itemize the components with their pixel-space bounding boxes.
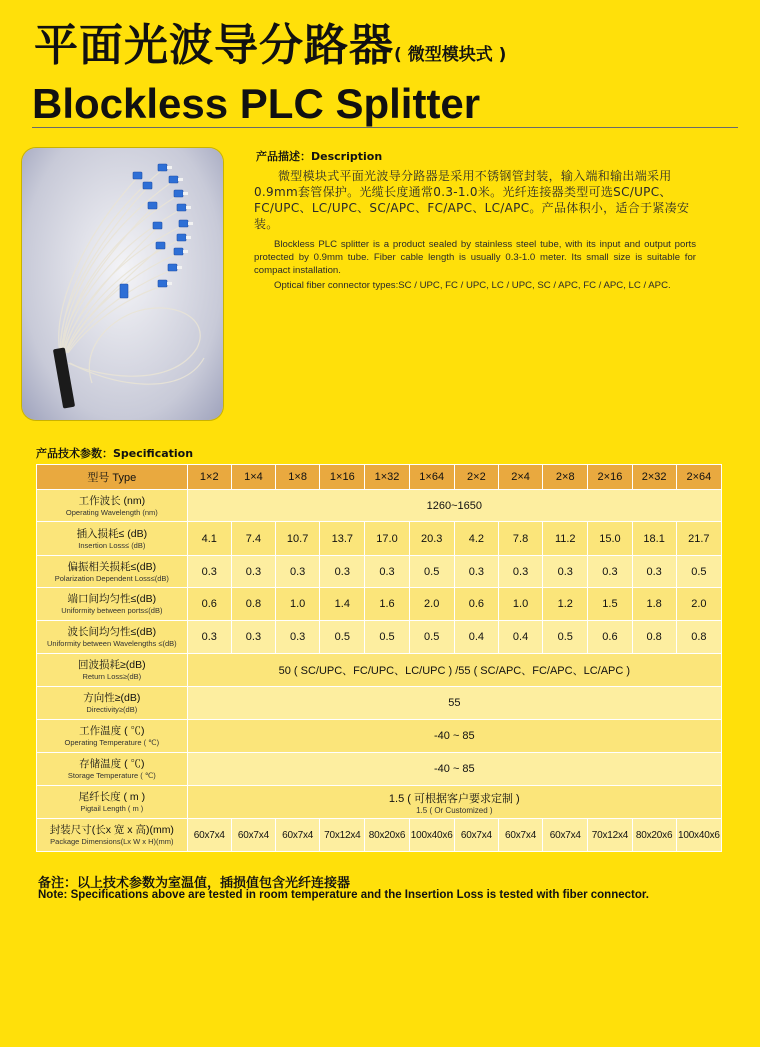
table-cell: 0.3 xyxy=(231,556,275,588)
model-header: 1×8 xyxy=(276,465,320,490)
table-cell: 60x7x4 xyxy=(231,819,275,852)
row-label xyxy=(37,588,188,621)
label-cn: 工作温度 ( ℃) xyxy=(79,725,145,737)
row-return-loss xyxy=(37,654,722,687)
description-en: Blockless PLC splitter is a product sealed by stainless steel tube, with its input and output ports protected by 0.9mm tube. Fiber cable length is usually 0.3-1.0 meter. Its small size is suitable for compact installation. xyxy=(254,239,696,276)
product-photo xyxy=(22,148,223,420)
model-header: 2×8 xyxy=(543,465,588,490)
table-cell: 0.3 xyxy=(543,556,588,588)
table-cell: 60x7x4 xyxy=(543,819,588,852)
description-connector-types: Optical fiber connector types:SC / UPC, FC / UPC, LC / UPC, SC / APC, FC / APC, LC / APC. xyxy=(274,280,671,291)
label-en: Directivity≥(dB) xyxy=(86,705,138,714)
table-cell: 100x40x6 xyxy=(676,819,721,852)
model-header: 1×16 xyxy=(320,465,365,490)
row-label xyxy=(37,786,188,819)
row-label xyxy=(37,753,188,786)
label-en: Polarization Dependent Loss≤(dB) xyxy=(54,573,169,583)
model-header: 2×32 xyxy=(632,465,676,490)
model-header: 1×2 xyxy=(187,465,231,490)
table-cell: 100x40x6 xyxy=(409,819,454,852)
model-header: 1×4 xyxy=(231,465,275,490)
description-heading: 产品描述：Description xyxy=(256,150,383,163)
pigtail-value-cn: 1.5 ( 可根据客户要求定制 ) xyxy=(388,792,520,805)
title-cn-main: 平面光波导分路器 xyxy=(34,20,394,71)
label-en: Uniformity between ports≤(dB) xyxy=(61,606,163,615)
table-cell: 1.5 xyxy=(588,588,632,621)
steel-tube-body xyxy=(53,347,75,408)
label-cn: 工作波长 (nm) xyxy=(78,494,146,507)
label-en: Storage Temperature ( ℃) xyxy=(67,771,156,780)
table-cell: 60x7x4 xyxy=(276,819,320,852)
table-cell: 60x7x4 xyxy=(187,819,231,852)
directivity-value: 55 xyxy=(187,687,721,720)
table-cell: 0.8 xyxy=(231,588,275,621)
model-header: 1×32 xyxy=(365,465,409,490)
label-cn: 封装尺寸(长x 宽 x 高)(mm) xyxy=(49,824,174,836)
operating-temperature-value: -40 ~ 85 xyxy=(187,720,721,753)
table-cell: 0.3 xyxy=(276,621,320,654)
table-cell: 7.8 xyxy=(498,522,542,556)
table-cell: 21.7 xyxy=(676,522,721,556)
table-cell: 0.3 xyxy=(187,556,231,588)
model-header: 2×64 xyxy=(676,465,721,490)
table-cell: 0.3 xyxy=(231,621,275,654)
row-package-dimensions xyxy=(37,819,722,852)
table-cell: 0.6 xyxy=(454,588,498,621)
label-en: Operating Wavelength (nm) xyxy=(65,507,158,517)
row-wavelength-uniformity xyxy=(37,621,722,654)
label-en: Insertion Loss≤ (dB) xyxy=(78,540,146,550)
label-cn: 端口间均匀性≤(dB) xyxy=(67,593,157,605)
label-cn: 波长间均匀性≤(dB) xyxy=(67,626,157,638)
pigtail-length-value xyxy=(187,786,721,819)
label-en: Return Loss≥(dB) xyxy=(82,672,142,681)
table-cell: 2.0 xyxy=(409,588,454,621)
table-cell: 4.1 xyxy=(187,522,231,556)
table-cell: 1.2 xyxy=(543,588,588,621)
table-cell: 1.8 xyxy=(632,588,676,621)
table-cell: 0.5 xyxy=(409,621,454,654)
table-cell: 80x20x6 xyxy=(365,819,409,852)
table-cell: 20.3 xyxy=(409,522,454,556)
table-cell: 0.8 xyxy=(676,621,721,654)
label-cn: 插入损耗≤ (dB) xyxy=(76,527,148,540)
table-cell: 15.0 xyxy=(588,522,632,556)
table-cell: 0.4 xyxy=(498,621,542,654)
pigtail-value-en: 1.5 ( Or Customized ) xyxy=(416,805,493,815)
table-cell: 0.5 xyxy=(676,556,721,588)
table-cell: 0.3 xyxy=(632,556,676,588)
label-en: Package Dimensions(Lx W x H)(mm) xyxy=(50,837,174,846)
wavelength-value: 1260~1650 xyxy=(187,490,721,522)
table-cell: 1.0 xyxy=(498,588,542,621)
row-pigtail-length xyxy=(37,786,722,819)
table-cell: 13.7 xyxy=(320,522,365,556)
table-cell: 0.6 xyxy=(187,588,231,621)
table-cell: 11.2 xyxy=(543,522,588,556)
table-cell: 0.3 xyxy=(320,556,365,588)
plc-splitter-illustration xyxy=(22,148,223,420)
table-cell: 0.3 xyxy=(365,556,409,588)
table-cell: 0.3 xyxy=(187,621,231,654)
table-cell: 0.3 xyxy=(276,556,320,588)
note-cn: 备注：以上技术参数为室温值，插损值包含光纤连接器 xyxy=(38,876,351,891)
row-label xyxy=(37,522,188,556)
row-label xyxy=(37,720,188,753)
table-cell: 0.5 xyxy=(365,621,409,654)
table-cell: 0.8 xyxy=(632,621,676,654)
label-cn: 存储温度 ( ℃) xyxy=(79,758,145,770)
table-cell: 0.3 xyxy=(588,556,632,588)
table-cell: 0.5 xyxy=(409,556,454,588)
table-cell: 1.6 xyxy=(365,588,409,621)
row-uniformity xyxy=(37,588,722,621)
row-directivity xyxy=(37,687,722,720)
description-cn: 微型模块式平面光波导分路器是采用不锈钢管封装，输入端和输出端采用0.9mm套管保护。光缆长度通常0.3-1.0米。光纤连接器类型可选SC/UPC、FC/UPC、LC/UPC、SC/APC、FC/APC、LC/APC。产品体积小，适合于紧凑安装。 xyxy=(254,169,690,231)
label-cn: 回波损耗≥(dB) xyxy=(78,659,146,671)
table-cell: 0.6 xyxy=(588,621,632,654)
table-cell: 1.4 xyxy=(320,588,365,621)
table-cell: 0.3 xyxy=(498,556,542,588)
row-label xyxy=(37,819,188,852)
row-label xyxy=(37,687,188,720)
row-storage-temperature xyxy=(37,753,722,786)
specification-heading: 产品技术参数：Specification xyxy=(36,447,194,460)
return-loss-value: 50 ( SC/UPC、FC/UPC、LC/UPC ) /55 ( SC/APC、FC/APC、LC/APC ) xyxy=(187,654,721,687)
spec-header-row xyxy=(37,465,722,490)
row-operating-temperature xyxy=(37,720,722,753)
row-label xyxy=(37,490,188,522)
label-cn: 方向性≥(dB) xyxy=(83,692,141,704)
row-pdl xyxy=(37,556,722,588)
table-cell: 70x12x4 xyxy=(588,819,632,852)
model-header: 2×4 xyxy=(498,465,542,490)
table-cell: 0.3 xyxy=(454,556,498,588)
table-cell: 0.5 xyxy=(320,621,365,654)
label-cn: 偏振相关损耗≤(dB) xyxy=(67,560,157,573)
table-cell: 1.0 xyxy=(276,588,320,621)
table-cell: 17.0 xyxy=(365,522,409,556)
type-header: 型号 Type xyxy=(37,465,188,490)
title-cn-subtitle: ( 微型模块式 ) xyxy=(394,45,507,65)
note-en: Note: Specifications above are tested in room temperature and the Insertion Loss is tested with fiber connector. xyxy=(38,889,649,901)
row-label xyxy=(37,556,188,588)
row-insertion-loss xyxy=(37,522,722,556)
label-en: Operating Temperature ( ℃) xyxy=(64,738,160,747)
model-header: 1×64 xyxy=(409,465,454,490)
table-cell: 70x12x4 xyxy=(320,819,365,852)
row-label xyxy=(37,621,188,654)
table-cell: 0.5 xyxy=(543,621,588,654)
table-cell: 18.1 xyxy=(632,522,676,556)
table-cell: 2.0 xyxy=(676,588,721,621)
row-label xyxy=(37,654,188,687)
table-cell: 4.2 xyxy=(454,522,498,556)
title-divider xyxy=(32,127,738,128)
model-header: 2×2 xyxy=(454,465,498,490)
row-wavelength xyxy=(37,490,722,522)
table-cell: 7.4 xyxy=(231,522,275,556)
table-cell: 10.7 xyxy=(276,522,320,556)
label-en: Uniformity between Wavelengths ≤(dB) xyxy=(46,639,177,648)
table-cell: 0.4 xyxy=(454,621,498,654)
storage-temperature-value: -40 ~ 85 xyxy=(187,753,721,786)
specification-table xyxy=(36,464,722,852)
label-en: Pigtail Length ( m ) xyxy=(80,804,144,813)
model-header: 2×16 xyxy=(588,465,632,490)
table-cell: 80x20x6 xyxy=(632,819,676,852)
label-cn: 尾纤长度 ( m ) xyxy=(78,791,146,803)
page-title-cn xyxy=(34,18,506,83)
table-cell: 60x7x4 xyxy=(498,819,542,852)
page-title-en: Blockless PLC Splitter xyxy=(32,80,481,127)
table-cell: 60x7x4 xyxy=(454,819,498,852)
